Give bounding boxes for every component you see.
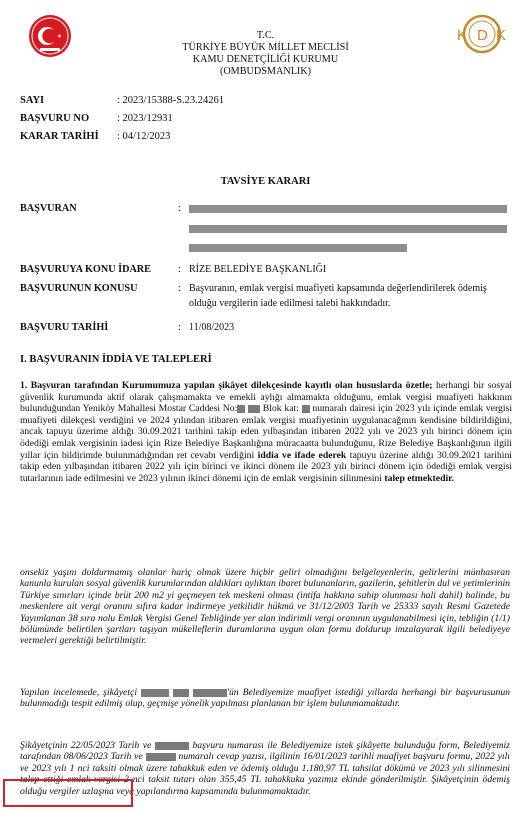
redaction-bar	[189, 205, 507, 213]
document-title: TAVSİYE KARARI	[220, 176, 311, 187]
meta-basvuru-no: BAŞVURU NO : 2023/12931	[20, 113, 173, 124]
subject-admin-value: RİZE BELEDİYE BAŞKANLIĞI	[189, 264, 327, 275]
subject-colon: :	[178, 283, 181, 294]
date-value: 11/08/2023	[189, 322, 235, 333]
redaction-bar	[302, 405, 310, 413]
header-tc: T.C.	[256, 30, 275, 41]
subject-label: BAŞVURUNUN KONUSU	[20, 283, 138, 294]
header-kdk: KAMU DENETÇİLİĞİ KURUMU	[192, 54, 339, 65]
section-title: I. BAŞVURANIN İDDİA VE TALEPLERİ	[20, 354, 212, 365]
redaction-bar	[173, 689, 189, 697]
paragraph-1: 1. Başvuran tarafından Kurumumuza yapılan şikâyet dilekçesinde kayıtlı olan hususlarda özetle; herhangi bir sosyal güvenlik kurumunda aktif olarak çalışmamakta ve emekli aylığı almamakta olduğunu, emlak vergisi muafiyeti hakkının bulunduğundan Yeniköy Mahallesi Mostar Caddesi No: Blok kat: numaralı dairesi için 2023 yılı içinde emlak vergisi muafiyeti dilekçesi verdiğini ve 2024 yılından itibaren emlak vergisi muafiyetinin uygulanacağının kendisine bildirildiğini, ancak tapuyu üzerime aldığı 30.09.2021 tarihini takip eden yılbaşından itibaren 2022 yılı ve 2023 yılı birinci dönem için ödediği emlak vergisinin iadesi için Rize Belediye Başkanlığına müracaatta bulunduğunu, Rize Belediye Başkanlığının ilgili yıllar için bildirimde bulunmadığından ret cevabı verdiğini iddia ve ifade ederek tapuyu üzerine aldığı 30.09.2021 tarihini takip eden yılbaşından itibaren 2022 yılı için birinci ve ikinci dönem ile 2023 yılı birinci dönem için ödediği emlak vergisi tutarlarının iade edilmesini ve 2023 yılının ikinci dönemi için de emlak vergisinin silinmesini talep etmektedir.	[20, 380, 513, 484]
quote-paragraph-2: Yapılan incelemede, şikâyetçi 'ün Belediyemize muafiyet istediği yıllarda herhangi bir başvurusunun bulunmadığı tespit edilmiş olup, geçmişe yönelik yapılması planlanan bir işlem bulunmamaktadır.	[20, 687, 511, 710]
applicant-label: BAŞVURAN	[20, 203, 77, 214]
redaction-bar	[193, 689, 227, 697]
date-colon: :	[178, 322, 181, 333]
header-tbmm: TÜRKİYE BÜYÜK MİLLET MECLİSİ	[182, 42, 349, 53]
svg-text:K: K	[496, 27, 507, 44]
redaction-bar	[248, 405, 260, 413]
meta-karar-tarihi: KARAR TARİHİ : 04/12/2023	[20, 131, 171, 142]
redaction-bar	[237, 405, 245, 413]
redaction-bar	[189, 244, 407, 252]
redaction-bar	[189, 225, 507, 233]
highlight-annotation	[3, 779, 133, 807]
svg-text:D: D	[477, 27, 488, 44]
subject-value: Başvuranın, emlak vergisi muafiyeti kapsamında değerlendirilerek ödemiş olduğu vergilerin iade edilmesi talebi hakkındadır.	[189, 283, 487, 309]
meta-sayi: SAYI : 2023/15388-S.23.24261	[20, 95, 225, 106]
redaction-bar	[155, 742, 189, 750]
date-label: BAŞVURU TARİHİ	[20, 322, 109, 333]
svg-text:K: K	[457, 27, 468, 44]
applicant-colon: :	[178, 203, 181, 214]
subject-admin-label: BAŞVURUYA KONU İDARE	[20, 264, 151, 275]
header-ombudsman: (OMBUDSMANLIK)	[219, 66, 312, 77]
quote-paragraph-1: onsekiz yaşını doldurmamış olanlar hariç olmak üzere hiçbir geliri olmadığını belgeleyenlerin, gelirlerini münhasıran kanunla kurulan sosyal güvenlik kurumlarından aldıkları aylıktan ibaret bulunanların, gazilerin, şehitlerin dul ve yetimlerinin Türkiye sınırları içinde brüt 200 m2 yi geçmeyen tek meskeni olması (intifa hakkına sahip olunması hali dahil) halinde, bu meskenlere ait vergi oranını sıfıra kadar indirmeye yetkilidir hükmü ve 31/12/2003 Tarih ve 25333 sayılı Resmi Gazetede Yayımlanan 38 sıra nolu Emlak Vergisi Genel Tebliğinde yer alan indirimli vergi oranının uygulanabilmesi için, tebliğin (1/1) bölümünde belirtilen şartları taşıyan mükelleflerin durumlarına uygun olan formu doldurup imzalayarak ilgili belediyeye vermeleri gerektiği belirtilmiştir.	[20, 567, 510, 647]
redaction-bar	[141, 689, 169, 697]
quote-paragraph-3: Şikâyetçinin 22/05/2023 Tarih ve başvuru numarası ile Belediyemize istek şikâyette bulunduğu form, Belediyemiz tarafından 08/06/2023 Tarih ve numaralı cevap yazısı, ilgilinin 16/01/2023 tarihli muafiyet başvuru formu, 2022 yılı ve 2023 yılı 1 nci taksiti olmak üzere tahakkuk eden ve ödemiş olduğu 1.180,97 TL tahsilat dökümü ve 2023 yılı silinmesini talep ettiği emlak vergisi 2 nci taksit tutarı olan 355,45 TL tahakkuku yazımız ekinde gönderilmiştir. Şikâyetçinin ödemiş olduğu vergiler uzlaşma veya yapılandırma kapsamında bulunmamaktadır.	[20, 740, 510, 797]
redaction-bar	[146, 753, 176, 761]
subject-admin-colon: :	[178, 264, 181, 275]
